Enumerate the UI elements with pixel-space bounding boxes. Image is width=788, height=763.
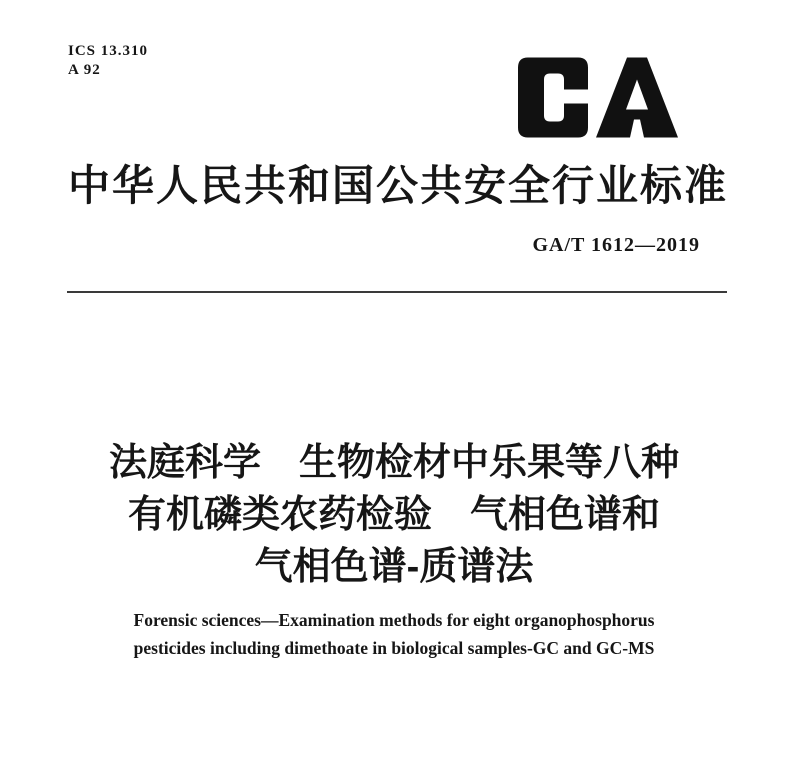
ics-code: ICS 13.310 [68, 43, 149, 59]
ics-codes [68, 42, 148, 80]
header-divider [67, 291, 727, 293]
title-cn-line-3: 气相色谱-质谱法 [254, 546, 534, 588]
document-title-english [0, 606, 788, 662]
classification-code: A 92 [68, 62, 101, 78]
standard-number: GA/T 1612—2019 [532, 234, 700, 256]
title-en-line-2: pesticides including dimethoate in biological samples-GC and GC-MS [133, 638, 655, 658]
title-cn-line-2: 有机磷类农药检验 气相色谱和 [127, 494, 660, 536]
title-cn-line-1: 法庭科学 生物检材中乐果等八种 [108, 442, 679, 484]
standard-category-title: 中华人民共和国公共安全行业标准 [68, 162, 726, 209]
document-title-chinese [0, 437, 788, 593]
title-en-line-1: Forensic sciences—Examination methods for eight organophosphorus [133, 610, 655, 630]
ga-logo-icon [518, 57, 678, 138]
